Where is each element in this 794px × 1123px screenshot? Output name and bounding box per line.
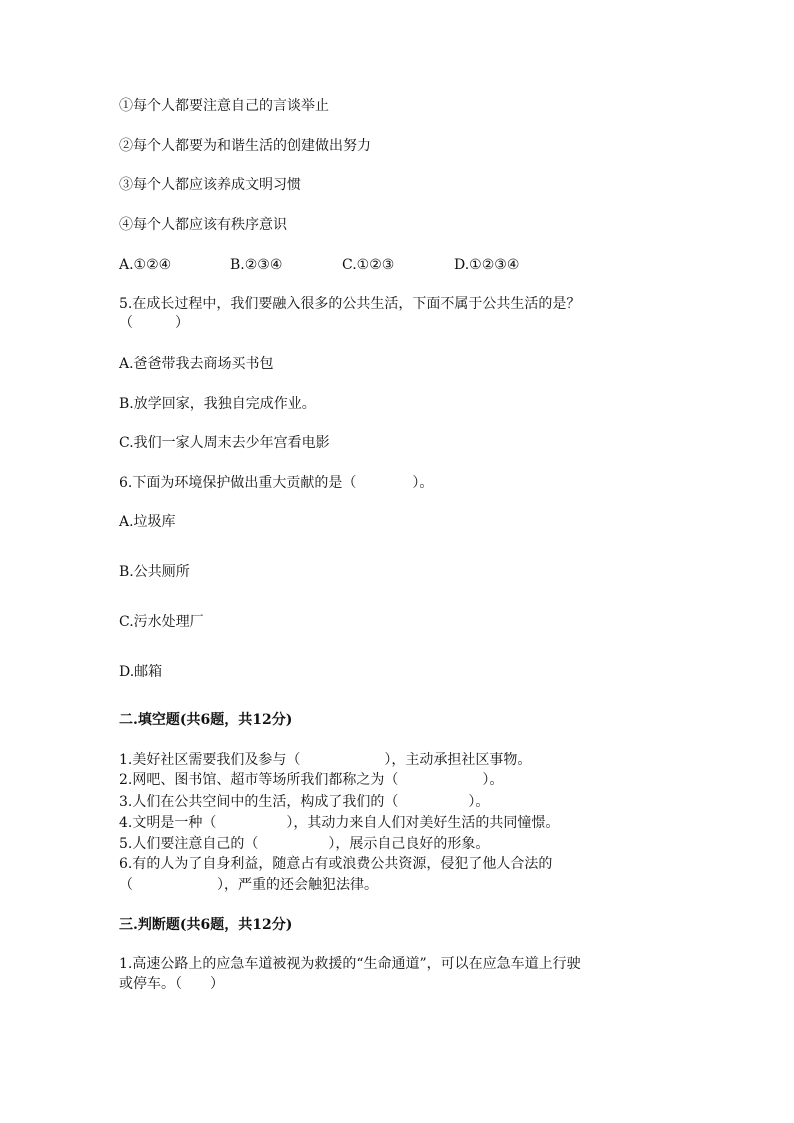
q6-option-c: C.污水处理厂 bbox=[119, 614, 204, 630]
statement-2: ②每个人都要为和谐生活的创建做出努力 bbox=[119, 138, 371, 154]
statement-4: ④每个人都应该有秩序意识 bbox=[119, 217, 287, 233]
q5-blank: （ ） bbox=[119, 315, 189, 331]
q4-option-d: D.①②③④ bbox=[454, 257, 520, 273]
judge-item-1-line-2: 或停车。（ ） bbox=[119, 976, 224, 992]
fill-item-6: 6.有的人为了自身利益，随意占有或浪费公共资源，侵犯了他人合法的 bbox=[119, 856, 553, 872]
statement-3: ③每个人都应该养成文明习惯 bbox=[119, 177, 301, 193]
fill-item-1: 1.美好社区需要我们及参与（ ），主动承担社区事物。 bbox=[119, 752, 532, 768]
fill-item-5: 5.人们要注意自己的（ ），展示自己良好的形象。 bbox=[119, 836, 490, 852]
q6-option-a: A.垃圾库 bbox=[119, 514, 176, 530]
fill-item-2: 2.网吧、图书馆、超市等场所我们都称之为（ ）。 bbox=[119, 772, 504, 788]
fill-item-6-cont: （ ），严重的还会触犯法律。 bbox=[119, 877, 378, 893]
section-2-heading: 二.填空题(共6题，共12分) bbox=[119, 712, 293, 728]
q6-option-d: D.邮箱 bbox=[119, 664, 163, 680]
q5-option-c: C.我们一家人周末去少年宫看电影 bbox=[119, 435, 330, 451]
judge-item-1-line-1: 1.高速公路上的应急车道被视为救援的“生命通道”，可以在应急车道上行驶 bbox=[119, 956, 581, 972]
statement-1: ①每个人都要注意自己的言谈举止 bbox=[119, 98, 329, 114]
fill-item-3: 3.人们在公共空间中的生活，构成了我们的（ ）。 bbox=[119, 794, 490, 810]
q6-option-b: B.公共厕所 bbox=[119, 564, 190, 580]
q5-option-b: B.放学回家，我独自完成作业。 bbox=[119, 396, 316, 412]
q4-option-a: A.①②④ bbox=[119, 257, 172, 273]
section-3-heading: 三.判断题(共6题，共12分) bbox=[119, 917, 293, 933]
q5-option-a: A.爸爸带我去商场买书包 bbox=[119, 356, 274, 372]
fill-item-4: 4.文明是一种（ ），其动力来自人们对美好生活的共同憧憬。 bbox=[119, 815, 560, 831]
q5-stem: 5.在成长过程中，我们要融入很多的公共生活，下面不属于公共生活的是？ bbox=[119, 296, 581, 312]
q4-option-b: B.②③④ bbox=[230, 257, 283, 273]
q6-stem: 6.下面为环境保护做出重大贡献的是（ ）。 bbox=[119, 475, 434, 491]
q4-option-c: C.①②③ bbox=[342, 257, 395, 273]
